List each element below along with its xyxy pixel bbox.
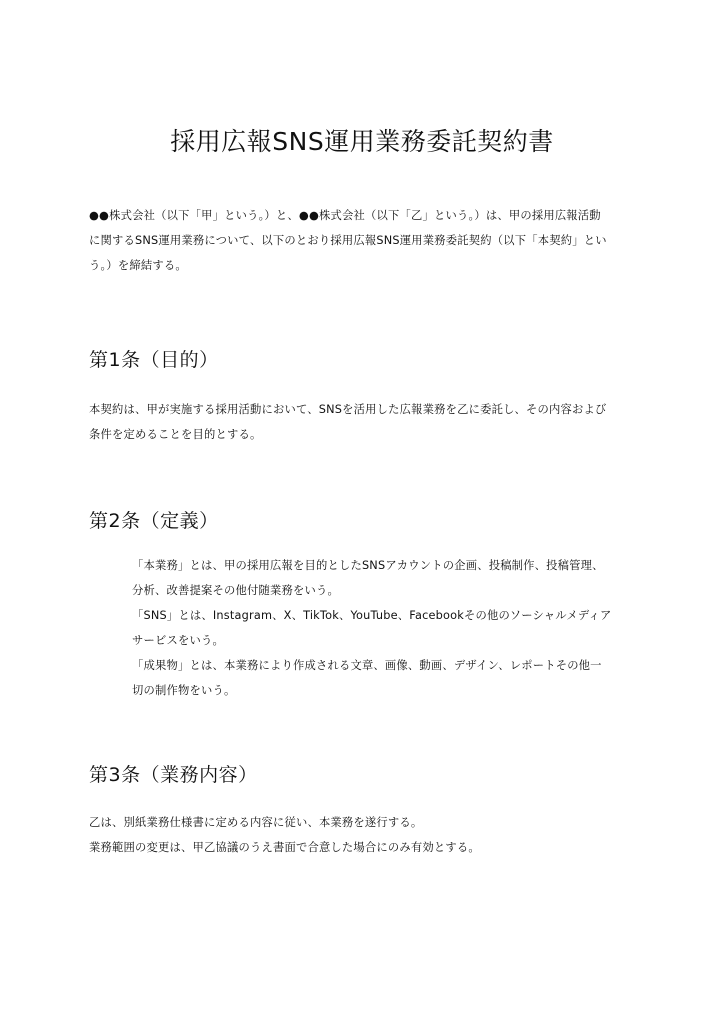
article-2-heading: 第2条（定義）: [89, 510, 219, 532]
article-2-line: 「成果物」とは、本業務により作成される文章、画像、動画、デザイン、レポートその他一: [132, 659, 602, 672]
preamble-line: に関するSNS運用業務について、以下のとおり採用広報SNS運用業務委託契約（以下「本契約」とい: [89, 234, 607, 247]
article-2-body: [132, 553, 652, 703]
article-2-line: 分析、改善提案その他付随業務をいう。: [132, 584, 339, 597]
article-2-line: 「本業務」とは、甲の採用広報を目的としたSNSアカウントの企画、投稿制作、投稿管理、: [132, 559, 604, 572]
article-1-line: 本契約は、甲が実施する採用活動において、SNSを活用した広報業務を乙に委託し、その内容および: [89, 403, 607, 416]
article-1-heading: 第1条（目的）: [89, 349, 219, 371]
article-2-line: 切の制作物をいう。: [132, 684, 236, 697]
document-title: 採用広報SNS運用業務委託契約書: [170, 127, 554, 156]
article-3-line: 乙は、別紙業務仕様書に定める内容に従い、本業務を遂行する。: [89, 816, 423, 829]
preamble: [89, 203, 649, 278]
preamble-line: う。）を締結する。: [89, 259, 187, 272]
article-2-line: 「SNS」とは、Instagram、X、TikTok、YouTube、Facebookその他のソーシャルメディア: [132, 609, 612, 622]
article-1-line: 条件を定めることを目的とする。: [89, 428, 262, 441]
article-3-body: [89, 810, 649, 860]
preamble-line: ●●株式会社（以下「甲」という。）と、●●株式会社（以下「乙」という。）は、甲の採用広報活動: [89, 209, 601, 222]
article-3-heading: 第3条（業務内容）: [89, 764, 258, 786]
article-2-line: サービスをいう。: [132, 634, 224, 647]
article-3-line: 業務範囲の変更は、甲乙協議のうえ書面で合意した場合にのみ有効とする。: [89, 841, 480, 854]
article-1-body: [89, 397, 649, 447]
